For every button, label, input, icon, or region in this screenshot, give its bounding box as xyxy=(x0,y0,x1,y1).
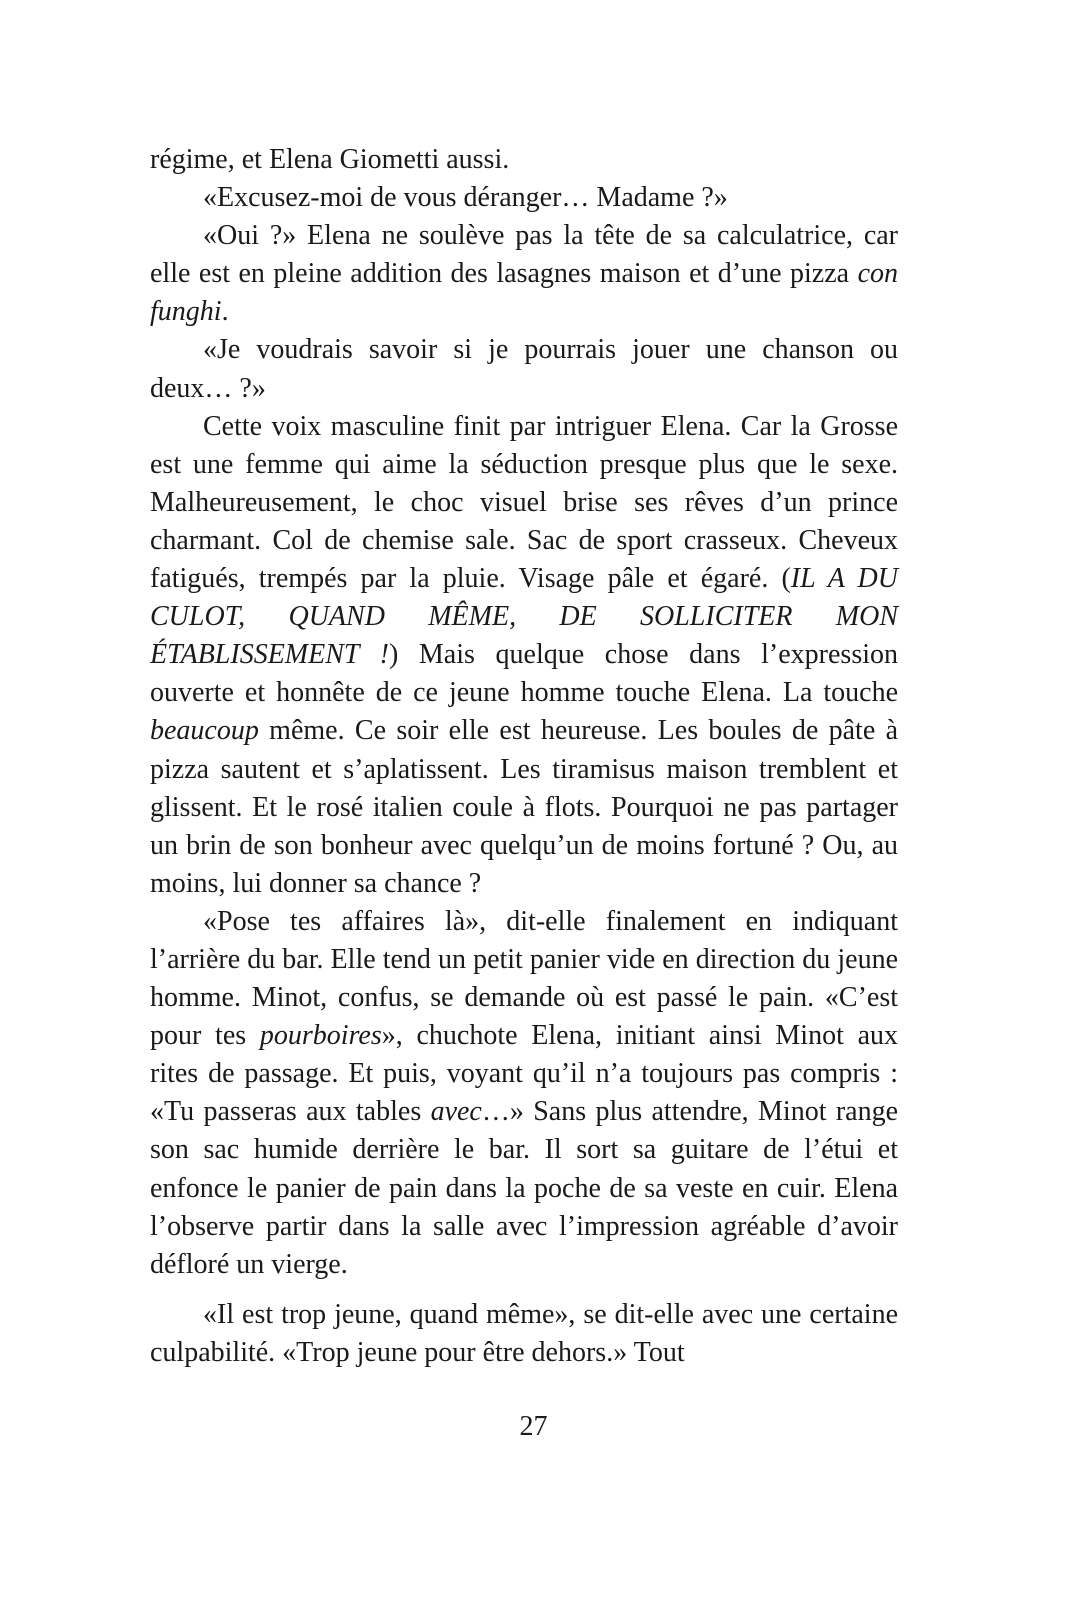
italic-text: avec xyxy=(430,1096,482,1128)
text-run: «Je voudrais savoir si je pourrais jouer une chanson ou deux… ?» xyxy=(150,334,898,404)
italic-text: IL A DU CULOT, QUAND MÊME, DE SOLLICITER MON ÉTABLISSEMENT ! xyxy=(150,563,898,671)
paragraph-3 xyxy=(150,217,898,331)
italic-text: beaucoup xyxy=(150,715,259,747)
italic-text: con funghi xyxy=(150,258,898,328)
text-run: », chuchote Elena, initiant ainsi Minot aux rites de passage. Et puis, voyant qu’il n’a toujours pas compris : «Tu passeras aux tables xyxy=(150,1020,898,1128)
paragraph-4 xyxy=(150,331,898,407)
paragraph-2 xyxy=(150,179,898,217)
italic-text: pourboires xyxy=(259,1020,382,1052)
text-run: régime, et Elena Giometti aussi. xyxy=(150,144,510,175)
text-run: «Excusez-moi de vous déranger… Madame ?» xyxy=(203,182,728,214)
paragraph-6 xyxy=(150,903,898,1284)
text-run: «Oui ?» Elena ne soulève pas la tête de sa calculatrice, car elle est en pleine addition des lasagnes maison et d’une pizza xyxy=(150,220,898,290)
paragraph-7 xyxy=(150,1296,898,1372)
page-number: 27 xyxy=(519,1411,548,1442)
text-run: même. Ce soir elle est heureuse. Les boules de pâte à pizza sautent et s’aplatissent. Les tiramisus maison tremblent et glissent. Et le rosé italien coule à flots. Pourquoi ne pas partager un brin de son bonheur avec quelqu’un de moins fortuné ? Ou, au moins, lui donner sa chance ? xyxy=(150,715,898,899)
text-run: . xyxy=(221,296,229,328)
paragraph-1 xyxy=(150,141,898,179)
text-run: «Il est trop jeune, quand même», se dit-elle avec une certaine culpabilité. «Trop jeune pour être dehors.» Tout xyxy=(150,1298,898,1368)
paragraph-5 xyxy=(150,408,898,903)
body-text xyxy=(150,141,898,1372)
text-run: «Pose tes affaires là», dit-elle finalement en indiquant l’arrière du bar. Elle tend un petit panier vide en direction du jeune homme. Minot, confus, se demande où est passé le pain. «C’est pour tes xyxy=(150,905,898,1052)
text-run: ) Mais quelque chose dans l’expression ouverte et honnête de ce jeune homme touche Elena. La touche xyxy=(150,639,898,709)
text-run: …» Sans plus attendre, Minot range son sac humide derrière le bar. Il sort sa guitare de l’étui et enfonce le panier de pain dans la poche de sa veste en cuir. Elena l’observe partir dans la salle avec l’impression agréable d’avoir défloré un vierge. xyxy=(150,1096,899,1280)
text-run: Cette voix masculine finit par intriguer Elena. Car la Grosse est une femme qui aime la séduction presque plus que le sexe. Malheureusement, le choc visuel brise ses rêves d’un prince charmant. Col de chemise sale. Sac de sport crasseux. Cheveux fatigués, trempés par la pluie. Visage pâle et égaré. ( xyxy=(150,410,898,595)
